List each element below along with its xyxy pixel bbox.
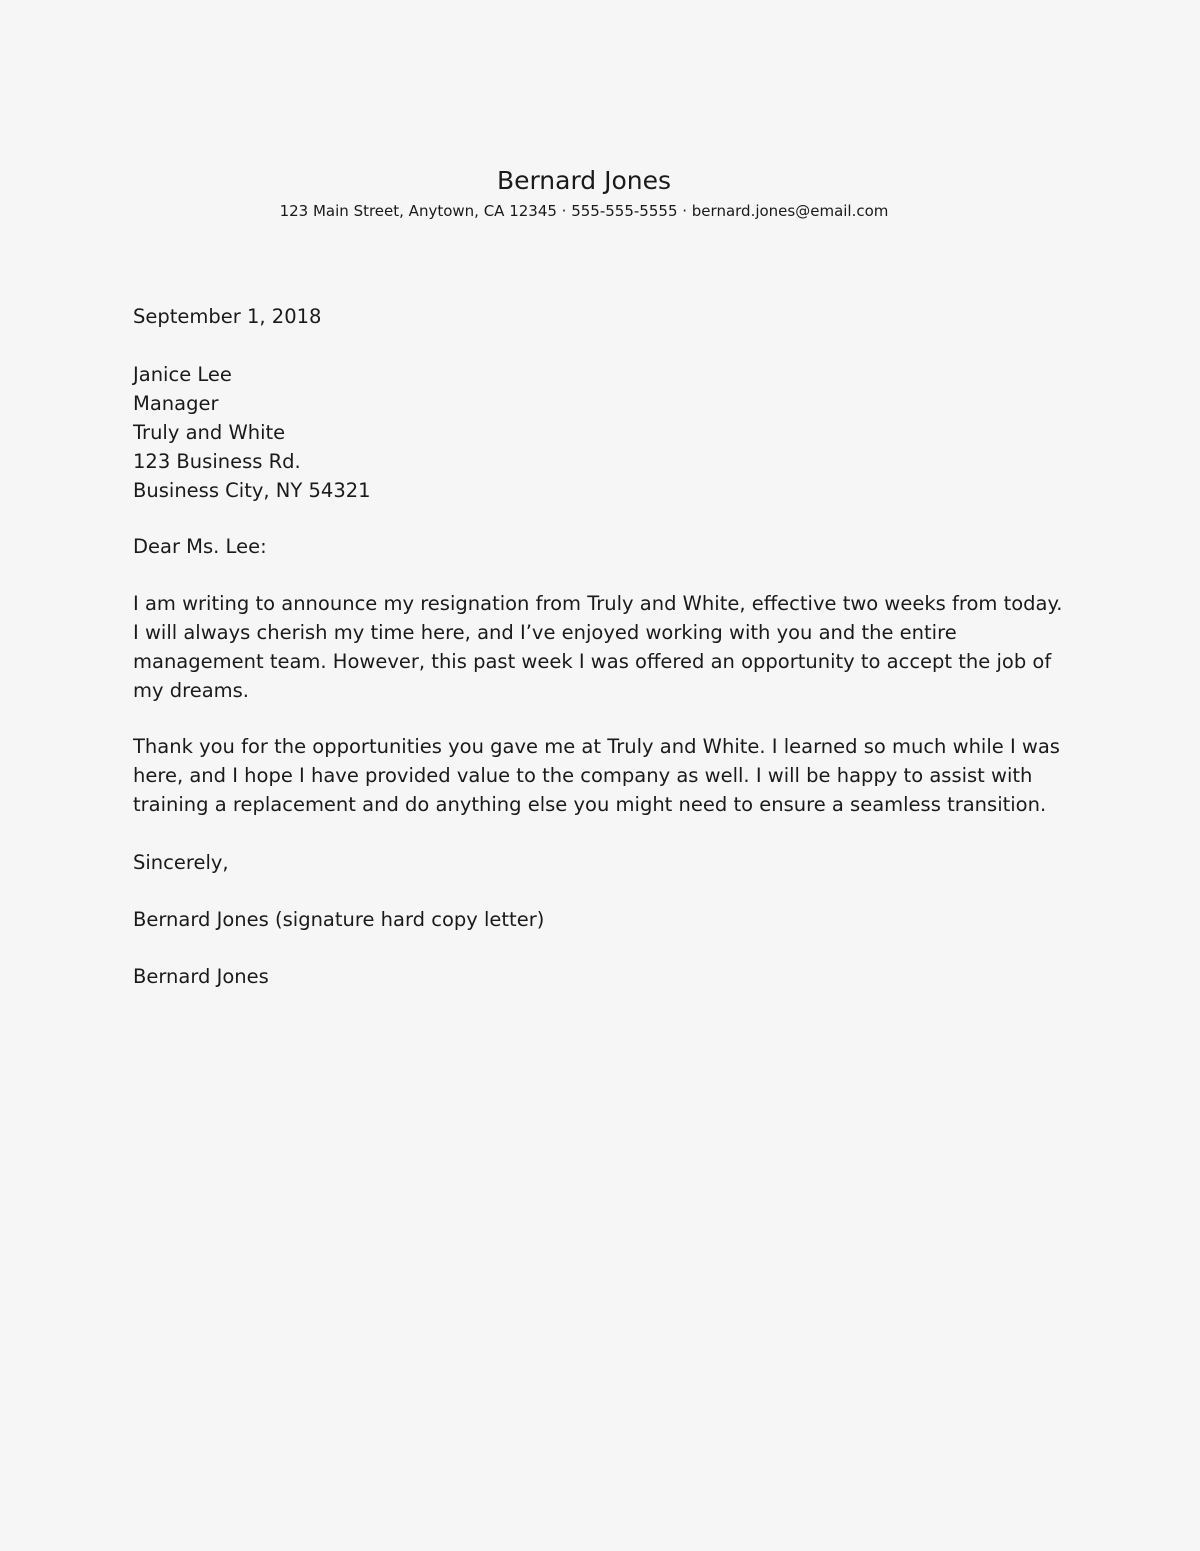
paragraph-line: training a replacement and do anything else you might need to ensure a seamless transition. [133, 793, 1047, 816]
paragraph-line: management team. However, this past week I was offered an opportunity to accept the job of [133, 650, 1052, 673]
recipient-block [133, 360, 1093, 505]
signature-line: Bernard Jones (signature hard copy letter) [133, 908, 545, 931]
paragraph-line: I will always cherish my time here, and I’ve enjoyed working with you and the entire [133, 621, 957, 644]
paragraph-line: here, and I hope I have provided value to the company as well. I will be happy to assist with [133, 764, 1033, 787]
recipient-company: Truly and White [133, 421, 286, 444]
recipient-street: 123 Business Rd. [133, 450, 301, 473]
paragraph-2 [133, 732, 1093, 819]
closing: Sincerely, [133, 851, 229, 874]
paragraph-line: my dreams. [133, 679, 250, 702]
paragraph-1 [133, 589, 1093, 705]
typed-name: Bernard Jones [133, 965, 269, 988]
letter-date: September 1, 2018 [133, 305, 322, 328]
paragraph-line: I am writing to announce my resignation from Truly and White, effective two weeks from today. [133, 592, 1063, 615]
paragraph-line: Thank you for the opportunities you gave me at Truly and White. I learned so much while I was [133, 735, 1060, 758]
recipient-name: Janice Lee [133, 363, 232, 386]
salutation: Dear Ms. Lee: [133, 535, 267, 558]
recipient-title: Manager [133, 392, 219, 415]
recipient-city: Business City, NY 54321 [133, 479, 371, 502]
sender-name: Bernard Jones [496, 166, 672, 195]
sender-contact: 123 Main Street, Anytown, CA 12345 · 555-555-5555 · bernard.jones@email.com [279, 202, 889, 220]
